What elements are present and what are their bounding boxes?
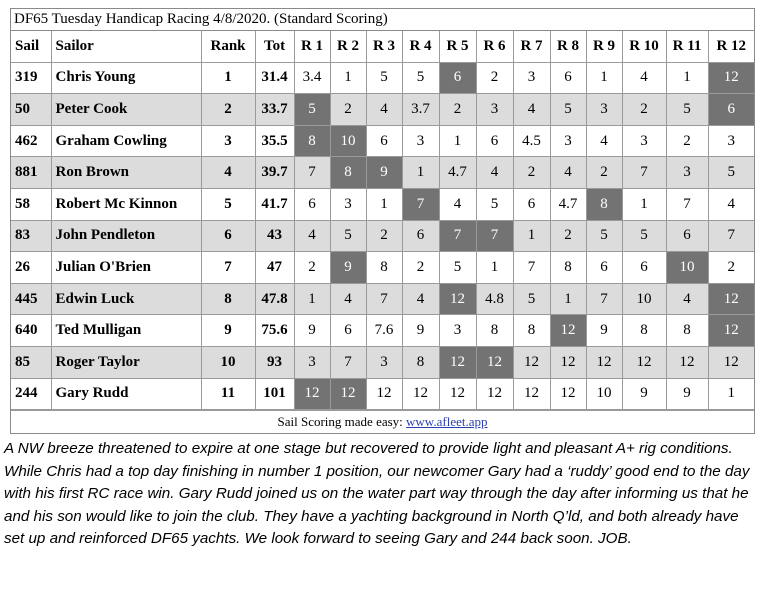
race-score-cell: 1 (622, 188, 666, 220)
column-header: Sail (11, 31, 51, 62)
race-score-cell: 3 (439, 315, 476, 347)
dropped-score-cell: 10 (666, 252, 708, 284)
race-score-cell: 8 (550, 252, 586, 284)
race-score-cell: 4 (550, 157, 586, 189)
table-row (11, 283, 754, 315)
race-score-cell: 4 (586, 125, 622, 157)
sailor-name-cell: Roger Taylor (51, 346, 201, 378)
race-score-cell: 5 (439, 252, 476, 284)
race-score-cell: 2 (439, 94, 476, 126)
race-score-cell: 4 (666, 283, 708, 315)
race-score-cell: 7 (708, 220, 754, 252)
race-score-cell: 1 (476, 252, 513, 284)
sailor-name-cell: John Pendleton (51, 220, 201, 252)
race-score-cell: 12 (366, 378, 402, 410)
race-score-cell: 5 (366, 62, 402, 94)
race-score-cell: 12 (550, 378, 586, 410)
total-cell: 33.7 (255, 94, 294, 126)
race-score-cell: 6 (294, 188, 330, 220)
table-row (11, 188, 754, 220)
race-score-cell: 7.6 (366, 315, 402, 347)
dropped-score-cell: 6 (439, 62, 476, 94)
race-score-cell: 12 (476, 378, 513, 410)
race-score-cell: 8 (622, 315, 666, 347)
race-score-cell: 4.7 (439, 157, 476, 189)
sailor-name-cell: Ted Mulligan (51, 315, 201, 347)
total-cell: 43 (255, 220, 294, 252)
table-row (11, 62, 754, 94)
race-score-cell: 3 (330, 188, 366, 220)
sailor-name-cell: Robert Mc Kinnon (51, 188, 201, 220)
dropped-score-cell: 8 (294, 125, 330, 157)
race-score-cell: 12 (586, 346, 622, 378)
column-header: R 5 (439, 31, 476, 62)
rank-cell: 11 (201, 378, 255, 410)
race-score-cell: 2 (622, 94, 666, 126)
race-score-cell: 1 (366, 188, 402, 220)
dropped-score-cell: 12 (294, 378, 330, 410)
dropped-score-cell: 5 (294, 94, 330, 126)
results-sheet (10, 8, 755, 434)
race-score-cell: 6 (550, 62, 586, 94)
race-score-cell: 5 (708, 157, 754, 189)
column-header: R 7 (513, 31, 550, 62)
rank-cell: 7 (201, 252, 255, 284)
sail-number-cell: 85 (11, 346, 51, 378)
dropped-score-cell: 8 (586, 188, 622, 220)
column-header: R 4 (402, 31, 439, 62)
race-score-cell: 12 (708, 346, 754, 378)
race-score-cell: 6 (586, 252, 622, 284)
sail-number-cell: 50 (11, 94, 51, 126)
column-header: Rank (201, 31, 255, 62)
race-score-cell: 7 (513, 252, 550, 284)
race-score-cell: 3 (402, 125, 439, 157)
dropped-score-cell: 12 (439, 283, 476, 315)
table-row (11, 315, 754, 347)
race-score-cell: 3 (294, 346, 330, 378)
afleet-link[interactable]: www.afleet.app (406, 414, 488, 430)
column-header: R 12 (708, 31, 754, 62)
column-header: Sailor (51, 31, 201, 62)
race-score-cell: 3 (666, 157, 708, 189)
sailor-name-cell: Ron Brown (51, 157, 201, 189)
race-score-cell: 8 (366, 252, 402, 284)
race-score-cell: 6 (513, 188, 550, 220)
race-score-cell: 8 (666, 315, 708, 347)
race-score-cell: 12 (666, 346, 708, 378)
table-row (11, 378, 754, 410)
race-score-cell: 1 (402, 157, 439, 189)
race-score-cell: 2 (294, 252, 330, 284)
race-score-cell: 7 (294, 157, 330, 189)
rank-cell: 10 (201, 346, 255, 378)
race-score-cell: 2 (586, 157, 622, 189)
column-header: R 3 (366, 31, 402, 62)
race-score-cell: 4 (366, 94, 402, 126)
results-body (11, 62, 754, 410)
dropped-score-cell: 12 (708, 283, 754, 315)
column-header: R 1 (294, 31, 330, 62)
results-table (11, 31, 754, 410)
sail-number-cell: 462 (11, 125, 51, 157)
dropped-score-cell: 7 (402, 188, 439, 220)
race-score-cell: 3 (550, 125, 586, 157)
race-score-cell: 12 (513, 346, 550, 378)
race-score-cell: 10 (622, 283, 666, 315)
race-score-cell: 1 (513, 220, 550, 252)
race-score-cell: 12 (622, 346, 666, 378)
column-header: R 6 (476, 31, 513, 62)
rank-cell: 8 (201, 283, 255, 315)
dropped-score-cell: 12 (708, 62, 754, 94)
dropped-score-cell: 12 (708, 315, 754, 347)
race-score-cell: 1 (550, 283, 586, 315)
sail-number-cell: 244 (11, 378, 51, 410)
footer (11, 410, 754, 433)
sail-number-cell: 319 (11, 62, 51, 94)
race-score-cell: 9 (586, 315, 622, 347)
column-header: Tot (255, 31, 294, 62)
rank-cell: 4 (201, 157, 255, 189)
column-header: R 10 (622, 31, 666, 62)
race-score-cell: 6 (366, 125, 402, 157)
race-score-cell: 4 (294, 220, 330, 252)
race-score-cell: 7 (366, 283, 402, 315)
column-header: R 9 (586, 31, 622, 62)
race-score-cell: 6 (666, 220, 708, 252)
race-score-cell: 12 (439, 378, 476, 410)
race-score-cell: 2 (550, 220, 586, 252)
dropped-score-cell: 10 (330, 125, 366, 157)
race-score-cell: 5 (666, 94, 708, 126)
race-score-cell: 5 (586, 220, 622, 252)
race-score-cell: 1 (294, 283, 330, 315)
sheet-title: DF65 Tuesday Handicap Racing 4/8/2020. (Standard Scoring) (11, 9, 754, 31)
sailor-name-cell: Gary Rudd (51, 378, 201, 410)
total-cell: 47 (255, 252, 294, 284)
race-score-cell: 1 (708, 378, 754, 410)
race-score-cell: 8 (402, 346, 439, 378)
race-score-cell: 10 (586, 378, 622, 410)
sailor-name-cell: Chris Young (51, 62, 201, 94)
table-row (11, 125, 754, 157)
rank-cell: 9 (201, 315, 255, 347)
dropped-score-cell: 12 (330, 378, 366, 410)
rank-cell: 1 (201, 62, 255, 94)
dropped-score-cell: 12 (476, 346, 513, 378)
rank-cell: 6 (201, 220, 255, 252)
column-header: R 11 (666, 31, 708, 62)
race-score-cell: 7 (586, 283, 622, 315)
table-row (11, 220, 754, 252)
sailor-name-cell: Peter Cook (51, 94, 201, 126)
dropped-score-cell: 12 (439, 346, 476, 378)
race-score-cell: 4 (402, 283, 439, 315)
race-score-cell: 2 (708, 252, 754, 284)
footer-text: Sail Scoring made easy: (277, 414, 403, 430)
race-score-cell: 12 (513, 378, 550, 410)
race-score-cell: 2 (366, 220, 402, 252)
race-score-cell: 2 (330, 94, 366, 126)
table-row (11, 94, 754, 126)
race-score-cell: 8 (476, 315, 513, 347)
header-row (11, 31, 754, 62)
sailor-name-cell: Graham Cowling (51, 125, 201, 157)
total-cell: 41.7 (255, 188, 294, 220)
race-score-cell: 9 (294, 315, 330, 347)
sailor-name-cell: Julian O'Brien (51, 252, 201, 284)
total-cell: 47.8 (255, 283, 294, 315)
sail-number-cell: 83 (11, 220, 51, 252)
race-score-cell: 4 (513, 94, 550, 126)
race-score-cell: 5 (476, 188, 513, 220)
race-score-cell: 4.8 (476, 283, 513, 315)
race-score-cell: 6 (330, 315, 366, 347)
race-score-cell: 3.7 (402, 94, 439, 126)
race-score-cell: 2 (666, 125, 708, 157)
race-score-cell: 12 (550, 346, 586, 378)
dropped-score-cell: 9 (330, 252, 366, 284)
race-score-cell: 2 (476, 62, 513, 94)
race-score-cell: 4 (708, 188, 754, 220)
total-cell: 75.6 (255, 315, 294, 347)
race-score-cell: 2 (513, 157, 550, 189)
race-score-cell: 3 (476, 94, 513, 126)
table-row (11, 157, 754, 189)
race-score-cell: 1 (666, 62, 708, 94)
dropped-score-cell: 7 (476, 220, 513, 252)
race-score-cell: 1 (330, 62, 366, 94)
rank-cell: 2 (201, 94, 255, 126)
race-score-cell: 6 (402, 220, 439, 252)
sail-number-cell: 881 (11, 157, 51, 189)
race-score-cell: 4 (476, 157, 513, 189)
race-score-cell: 5 (513, 283, 550, 315)
race-score-cell: 6 (622, 252, 666, 284)
table-row (11, 346, 754, 378)
race-score-cell: 6 (476, 125, 513, 157)
sail-number-cell: 58 (11, 188, 51, 220)
sail-number-cell: 26 (11, 252, 51, 284)
total-cell: 101 (255, 378, 294, 410)
race-score-cell: 1 (586, 62, 622, 94)
race-score-cell: 4 (622, 62, 666, 94)
race-score-cell: 5 (622, 220, 666, 252)
race-score-cell: 4.5 (513, 125, 550, 157)
race-score-cell: 3 (586, 94, 622, 126)
race-score-cell: 9 (402, 315, 439, 347)
column-header: R 8 (550, 31, 586, 62)
race-score-cell: 3 (708, 125, 754, 157)
race-score-cell: 9 (666, 378, 708, 410)
race-score-cell: 4 (330, 283, 366, 315)
race-score-cell: 7 (330, 346, 366, 378)
race-score-cell: 7 (666, 188, 708, 220)
race-score-cell: 3 (366, 346, 402, 378)
total-cell: 93 (255, 346, 294, 378)
race-score-cell: 1 (439, 125, 476, 157)
sail-number-cell: 445 (11, 283, 51, 315)
race-score-cell: 2 (402, 252, 439, 284)
dropped-score-cell: 9 (366, 157, 402, 189)
rank-cell: 3 (201, 125, 255, 157)
rank-cell: 5 (201, 188, 255, 220)
dropped-score-cell: 7 (439, 220, 476, 252)
total-cell: 31.4 (255, 62, 294, 94)
column-header: R 2 (330, 31, 366, 62)
race-score-cell: 3.4 (294, 62, 330, 94)
race-score-cell: 5 (330, 220, 366, 252)
race-report: A NW breeze threatened to expire at one stage but recovered to provide light and pleasant A+ rig conditions. While Chris had a top day finishing in number 1 position, our newcomer Gary had a ‘ruddy’ good end to the day with his first RC race win. Gary Rudd joined us on the water part way through the day after informing us that he and his son would like to join the club. They have a yachting background in North Q’ld, and both already have set up and reinforced DF65 yachts. We look forward to seeing Gary and 244 back soon. JOB. (4, 440, 750, 548)
race-score-cell: 4 (439, 188, 476, 220)
sailor-name-cell: Edwin Luck (51, 283, 201, 315)
race-score-cell: 4.7 (550, 188, 586, 220)
dropped-score-cell: 6 (708, 94, 754, 126)
total-cell: 35.5 (255, 125, 294, 157)
race-score-cell: 3 (622, 125, 666, 157)
sail-number-cell: 640 (11, 315, 51, 347)
race-score-cell: 3 (513, 62, 550, 94)
race-score-cell: 5 (550, 94, 586, 126)
table-row (11, 252, 754, 284)
race-score-cell: 12 (402, 378, 439, 410)
dropped-score-cell: 8 (330, 157, 366, 189)
race-score-cell: 8 (513, 315, 550, 347)
dropped-score-cell: 12 (550, 315, 586, 347)
race-score-cell: 7 (622, 157, 666, 189)
total-cell: 39.7 (255, 157, 294, 189)
race-score-cell: 5 (402, 62, 439, 94)
race-score-cell: 9 (622, 378, 666, 410)
